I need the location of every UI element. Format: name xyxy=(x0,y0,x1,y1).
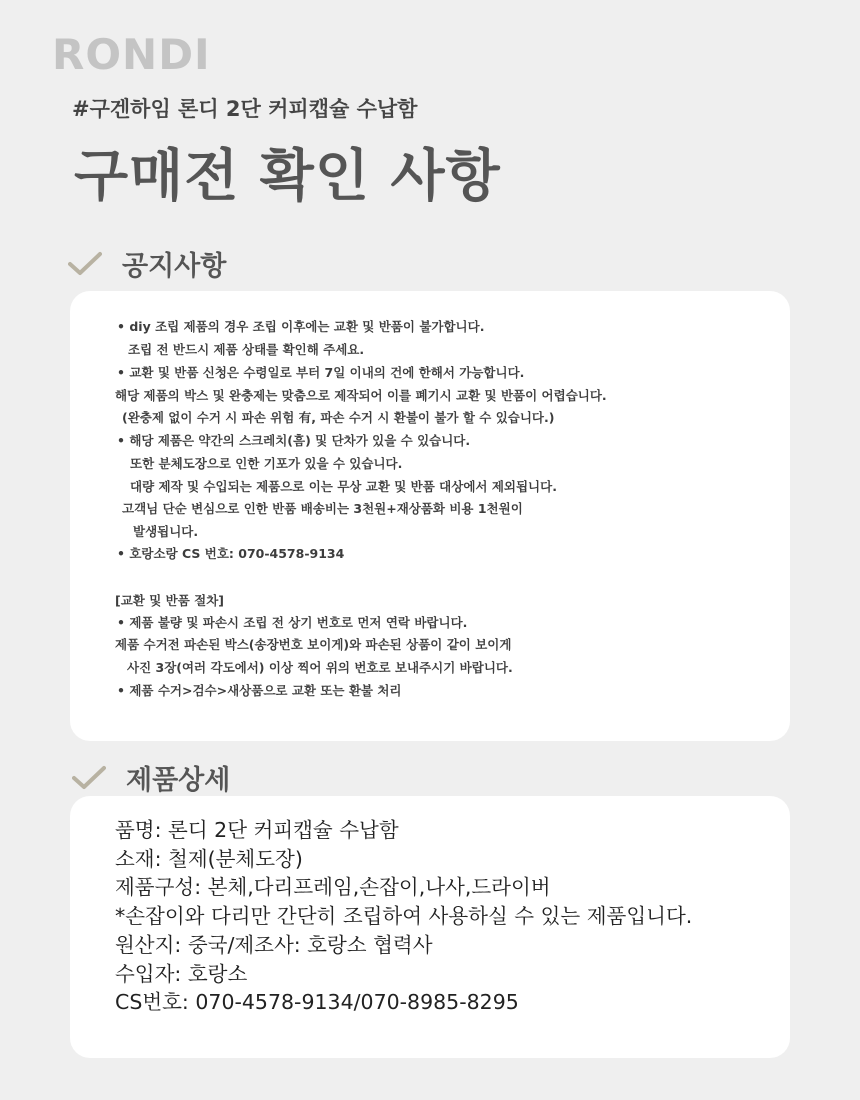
detail-line: 원산지: 중국/제조사: 호랑소 협력사 xyxy=(115,932,433,957)
notice-line: 또한 분체도장으로 인한 기포가 있을 수 있습니다. xyxy=(130,456,403,471)
notice-line: 사진 3장(여러 각도에서) 이상 찍어 위의 번호로 보내주시기 바랍니다. xyxy=(127,660,513,675)
notice-line: 고객님 단순 변심으로 인한 반품 배송비는 3천원+재상품화 비용 1천원이 xyxy=(122,501,523,516)
product-hashtag: #구겐하임 론디 2단 커피캡슐 수납함 xyxy=(72,97,418,121)
notice-line: 해당 제품의 박스 및 완충제는 맞춤으로 제작되어 이를 폐기시 교환 및 반품이 어렵습니다. xyxy=(115,388,607,403)
detail-line: 수입자: 호랑소 xyxy=(115,961,248,986)
notice-line: • 제품 불량 및 파손시 조립 전 상기 번호로 먼저 연락 바랍니다. xyxy=(117,615,468,630)
notice-line: (완충제 없이 수거 시 파손 위험 有, 파손 수거 시 환불이 불가 할 수 있습니다.) xyxy=(122,410,555,425)
notice-heading-label: 공지사항 xyxy=(122,251,227,282)
notice-line: • diy 조립 제품의 경우 조립 이후에는 교환 및 반품이 불가합니다. xyxy=(117,319,485,334)
notice-heading xyxy=(68,244,226,283)
check-icon xyxy=(72,765,106,791)
detail-line: 품명: 론디 2단 커피캡슐 수납함 xyxy=(115,818,399,842)
notice-card xyxy=(70,291,790,741)
notice-line: • 제품 수거>검수>새상품으로 교환 또는 환불 처리 xyxy=(117,683,402,698)
notice-line: 발생됩니다. xyxy=(133,524,199,539)
detail-line: 제품구성: 본체,다리프레임,손잡이,나사,드라이버 xyxy=(115,875,551,900)
notice-line: • 교환 및 반품 신청은 수령일로 부터 7일 이내의 건에 한해서 가능합니다. xyxy=(117,365,525,380)
detail-line: 소재: 철제(분체도장) xyxy=(115,846,303,871)
notice-line: • 호랑소랑 CS 번호: 070-4578-9134 xyxy=(117,546,345,561)
notice-line: • 해당 제품은 약간의 스크레치(흠) 및 단차가 있을 수 있습니다. xyxy=(117,433,471,448)
notice-line: 조립 전 반드시 제품 상태를 확인해 주세요. xyxy=(128,342,365,357)
notice-subheading: [교환 및 반품 절차] xyxy=(115,593,225,608)
detail-heading xyxy=(68,758,230,797)
detail-card xyxy=(70,796,790,1058)
page-title: 구매전 확인 사항 xyxy=(74,144,501,209)
notice-line: 제품 수거전 파손된 박스(송장번호 보이게)와 파손된 상품이 같이 보이게 xyxy=(115,637,512,652)
detail-heading-label: 제품상세 xyxy=(126,765,231,796)
brand-logo: RONDI xyxy=(52,30,211,79)
detail-line: CS번호: 070-4578-9134/070-8985-8295 xyxy=(115,990,519,1015)
detail-line: *손잡이와 다리만 간단히 조립하여 사용하실 수 있는 제품입니다. xyxy=(115,904,693,929)
check-icon xyxy=(68,251,102,277)
notice-line: 대량 제작 및 수입되는 제품으로 이는 무상 교환 및 반품 대상에서 제외됩니다. xyxy=(130,479,557,494)
